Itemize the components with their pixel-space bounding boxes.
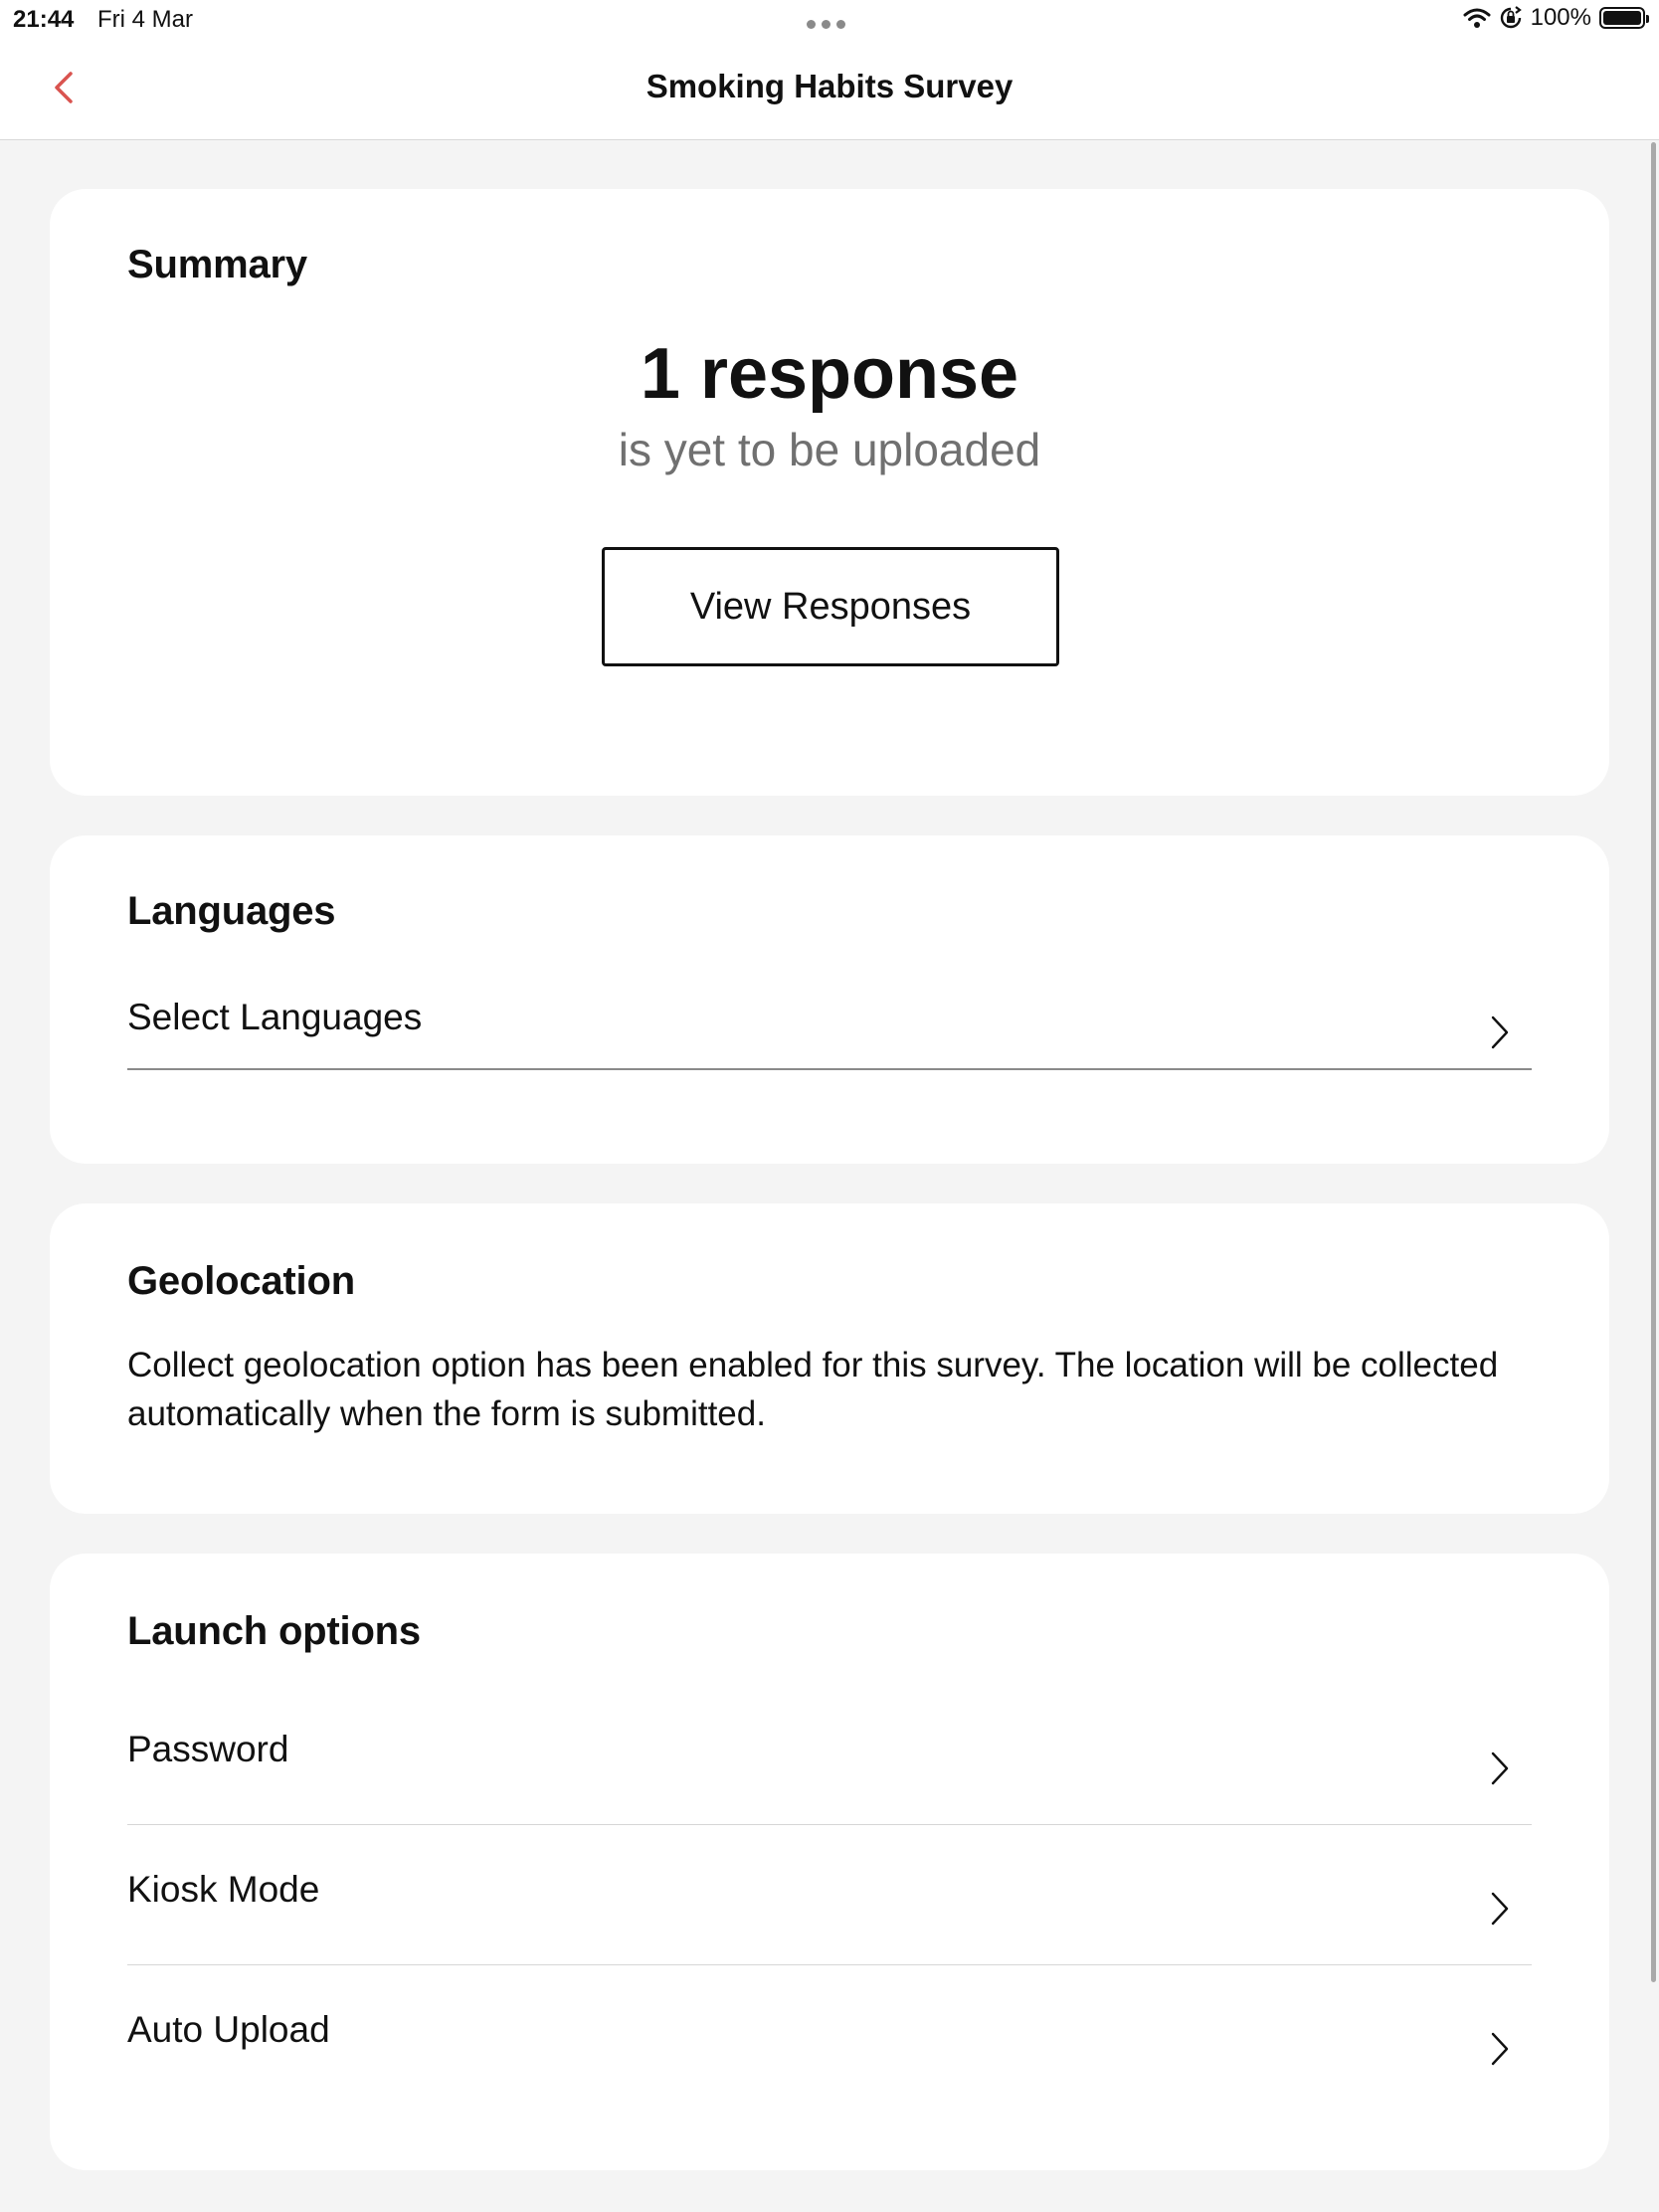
page-title: Smoking Habits Survey [645,68,1014,104]
chevron-right-icon [1490,1014,1510,1050]
response-count: 1 response [640,334,1019,414]
launch-options-card [50,1554,1609,2170]
navigation-bar [0,40,1659,140]
status-indicators [1463,4,1645,32]
chevron-right-icon [1490,2031,1510,2067]
summary-title: Summary [127,243,307,286]
multitasking-dots-icon[interactable] [807,20,845,29]
geolocation-title: Geolocation [127,1259,355,1303]
launch-option-label: Password [127,1729,289,1769]
status-bar [0,0,1659,40]
response-status-text: is yet to be uploaded [618,424,1041,475]
geolocation-card [50,1203,1609,1514]
summary-card [50,189,1609,796]
geolocation-description: Collect geolocation option has been enabled for this survey. The location will be collected automatically when the form is submitted. [127,1346,1499,1433]
battery-icon [1599,7,1645,29]
launch-option-auto-upload[interactable] [127,1965,1532,2105]
view-responses-button[interactable]: View Responses [602,547,1059,666]
orientation-lock-icon [1499,6,1523,30]
languages-card [50,835,1609,1164]
chevron-right-icon [1490,1891,1510,1927]
scrollbar[interactable] [1651,142,1656,1982]
launch-option-password[interactable] [127,1685,1532,1825]
wifi-icon [1463,7,1491,29]
status-date: Fri 4 Mar [97,6,193,33]
launch-option-label: Kiosk Mode [127,1869,320,1910]
battery-percentage: 100% [1530,4,1591,31]
chevron-right-icon [1490,1751,1510,1786]
status-time: 21:44 [13,6,75,33]
launch-options-title: Launch options [127,1609,421,1653]
launch-option-kiosk-mode[interactable] [127,1825,1532,1965]
languages-title: Languages [127,889,336,933]
select-languages-row[interactable] [127,985,1532,1070]
launch-option-label: Auto Upload [127,2009,330,2050]
select-languages-label: Select Languages [127,997,423,1037]
